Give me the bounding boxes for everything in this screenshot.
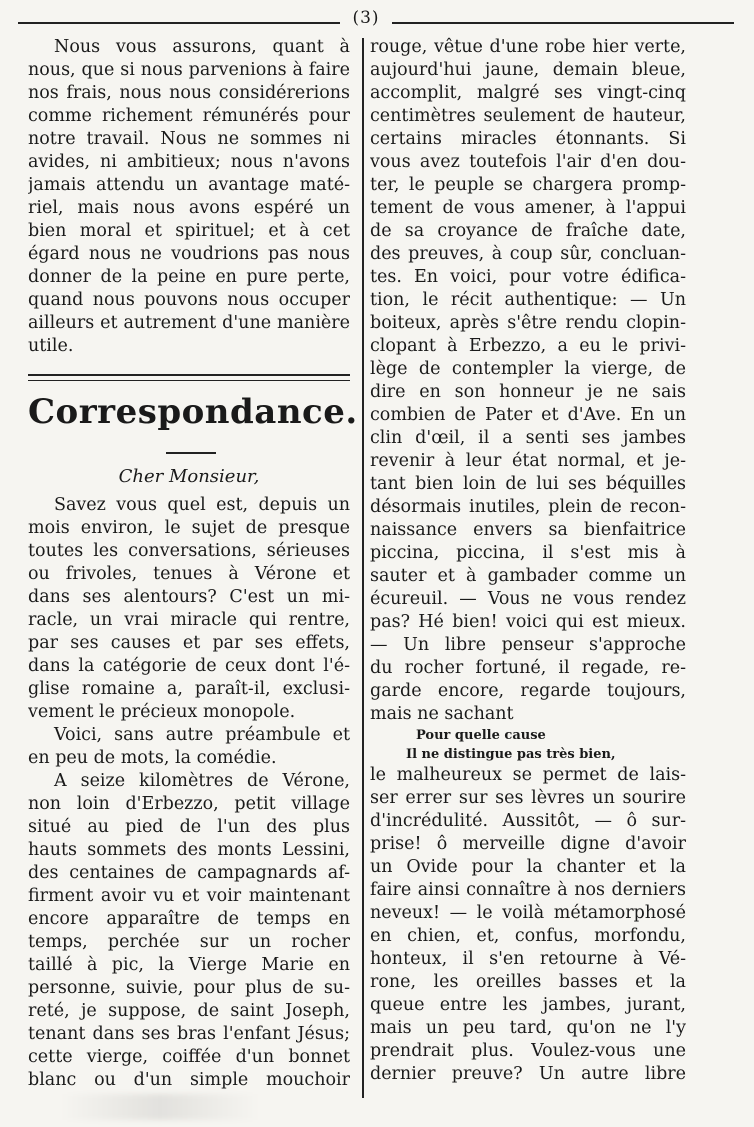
text-line: aujourd'hui jaune, demain bleue,: [370, 60, 686, 80]
text-line: glise romaine a, paraît-il, exclusi-: [28, 679, 350, 699]
text-line: mais un peu tard, qu'on ne l'y: [370, 1018, 686, 1038]
text-line: temps, perchée sur un rocher: [28, 932, 350, 952]
column-divider: [362, 38, 364, 1098]
text-line: le malheureux se permet de lais-: [370, 765, 686, 785]
text-line: dire en son honneur je ne sais: [370, 382, 686, 402]
text-line: ailleurs et autrement d'une manière: [28, 313, 350, 333]
text-line: personne, suivie, pour plus de su-: [28, 978, 350, 998]
text-line: riel, mais nous avons espéré un: [28, 198, 350, 218]
text-line: firment avoir vu et voir maintenant: [28, 886, 350, 906]
text-line: en chien, et, confus, morfondu,: [370, 926, 686, 946]
text-line: notre travail. Nous ne sommes ni: [28, 129, 350, 149]
text-line: Voici, sans autre préambule et: [54, 725, 350, 745]
title-underline: [166, 452, 216, 456]
left-column-intro: [28, 36, 350, 358]
text-line: égard nous ne voudrions pas nous: [28, 244, 350, 264]
text-line: nous, que si nous parvenions à faire: [28, 60, 350, 80]
text-line: des centaines de campagnards af-: [28, 863, 350, 883]
text-line: clin d'œil, il a senti ses jambes: [370, 428, 686, 448]
page-header: [18, 8, 734, 30]
text-line: par ses causes et par ses effets,: [28, 633, 350, 653]
text-line: boiteux, après s'être rendu clopin-: [370, 313, 686, 333]
text-line: sauter et à gambader comme un: [370, 566, 686, 586]
header-rule-left: [18, 22, 340, 24]
left-column-body: [28, 494, 350, 1092]
text-line: écureuil. — Vous ne vous rendez: [370, 589, 686, 609]
text-line: mois environ, le sujet de presque: [28, 518, 350, 538]
text-line: d'incrédulité. Aussitôt, — ô sur-: [370, 811, 686, 831]
text-line: A seize kilomètres de Vérone,: [54, 771, 350, 791]
text-line: toutes les conversations, sérieuses: [28, 541, 350, 561]
text-line: tant bien loin de lui ses béquilles: [370, 474, 686, 494]
section-title: Correspondance.: [28, 392, 358, 432]
text-line: clopant à Erbezzo, a eu le privi-: [370, 336, 686, 356]
text-line: prendrait plus. Voulez-vous une: [370, 1041, 686, 1061]
text-line: certains miracles étonnants. Si: [370, 129, 686, 149]
text-line: neveux! — le voilà métamorphosé: [370, 903, 686, 923]
text-line: tes. En voici, pour votre édifica-: [370, 267, 686, 287]
print-smudge: [60, 1094, 260, 1120]
text-line: Savez vous quel est, depuis un: [54, 495, 350, 515]
text-line: vement le précieux monopole.: [28, 702, 296, 722]
text-line: dernier preuve? Un autre libre: [370, 1064, 686, 1084]
text-line: mais ne sachant: [370, 704, 514, 724]
right-column: [370, 36, 686, 1086]
text-line: situé au pied de l'un des plus: [28, 817, 350, 837]
text-line: Nous vous assurons, quant à: [54, 37, 350, 57]
text-line: vous avez toutefois l'air d'en dou-: [370, 152, 686, 172]
salutation: Cher Monsieur,: [118, 466, 260, 487]
text-line: revenir à leur état normal, et je-: [370, 451, 686, 471]
text-line: dans la catégorie de ceux dont l'é-: [28, 656, 350, 676]
text-line: avides, ni ambitieux; nous n'avons: [28, 152, 350, 172]
text-line: désormais inutiles, plein de recon-: [370, 497, 686, 517]
text-line: un Ovide pour la chanter et la: [370, 857, 686, 877]
text-line: du rocher fortuné, il regade, re-: [370, 658, 686, 678]
text-line: taillé à pic, la Vierge Marie en: [28, 955, 350, 975]
text-line: blanc ou d'un simple mouchoir: [28, 1070, 350, 1090]
text-line: encore apparaître de temps en: [28, 909, 350, 929]
text-line: — Un libre penseur s'approche: [370, 635, 686, 655]
text-line: jamais attendu un avantage maté-: [28, 175, 350, 195]
text-line: pas? Hé bien! voici qui est mieux.: [370, 612, 686, 632]
text-line: ser errer sur ses lèvres un sourire: [370, 788, 686, 808]
text-line: lège de contempler la vierge, de: [370, 359, 686, 379]
verse-line: Pour quelle cause: [416, 728, 546, 743]
text-line: accomplit, malgré ses vingt-cinq: [370, 83, 686, 103]
text-line: cette vierge, coiffée d'un bonnet: [28, 1047, 350, 1067]
text-line: combien de Pater et d'Ave. En un: [370, 405, 686, 425]
text-line: comme richement rémunérés pour: [28, 106, 350, 126]
text-line: quand nous pouvons nous occuper: [28, 290, 350, 310]
text-line: naissance envers sa bienfaitrice: [370, 520, 686, 540]
verse-line: Il ne distingue pas très bien,: [406, 747, 616, 762]
text-line: racle, un vrai miracle qui rentre,: [28, 610, 350, 630]
text-line: tenant dans ses bras l'enfant Jésus;: [28, 1024, 350, 1044]
text-line: honteux, il s'en retourne à Vé-: [370, 949, 686, 969]
text-line: bien moral et spirituel; et à cet: [28, 221, 350, 241]
text-line: tion, le récit authentique: — Un: [370, 290, 686, 310]
text-line: en peu de mots, la comédie.: [28, 748, 277, 768]
text-line: hauts sommets des monts Lessini,: [28, 840, 350, 860]
text-line: prise! ô merveille digne d'avoir: [370, 834, 686, 854]
page-number: (3): [352, 8, 380, 28]
text-line: de sa croyance de fraîche date,: [370, 221, 686, 241]
text-line: faire ainsi connaître à nos derniers: [370, 880, 686, 900]
text-line: garde encore, regarde toujours,: [370, 681, 686, 701]
text-line: piccina, piccina, il s'est mis à: [370, 543, 686, 563]
text-line: non loin d'Erbezzo, petit village: [28, 794, 350, 814]
text-line: ou frivoles, tenues à Vérone et: [28, 564, 350, 584]
text-line: ter, le peuple se chargera promp-: [370, 175, 686, 195]
text-line: rouge, vêtue d'une robe hier verte,: [370, 37, 686, 57]
section-divider: [28, 374, 350, 381]
text-line: donner de la peine en pure perte,: [28, 267, 350, 287]
text-line: queue entre les jambes, jurant,: [370, 995, 686, 1015]
text-line: utile.: [28, 336, 74, 356]
text-line: nos frais, nous nous considérerions: [28, 83, 350, 103]
text-line: rone, les oreilles basses et la: [370, 972, 686, 992]
text-line: dans ses alentours? C'est un mi-: [28, 587, 350, 607]
text-line: centimètres seulement de hauteur,: [370, 106, 686, 126]
text-line: des preuves, à coup sûr, concluan-: [370, 244, 686, 264]
text-line: reté, je suppose, de saint Joseph,: [28, 1001, 350, 1021]
header-rule-right: [392, 22, 734, 24]
text-line: tement de vous amener, à l'appui: [370, 198, 686, 218]
